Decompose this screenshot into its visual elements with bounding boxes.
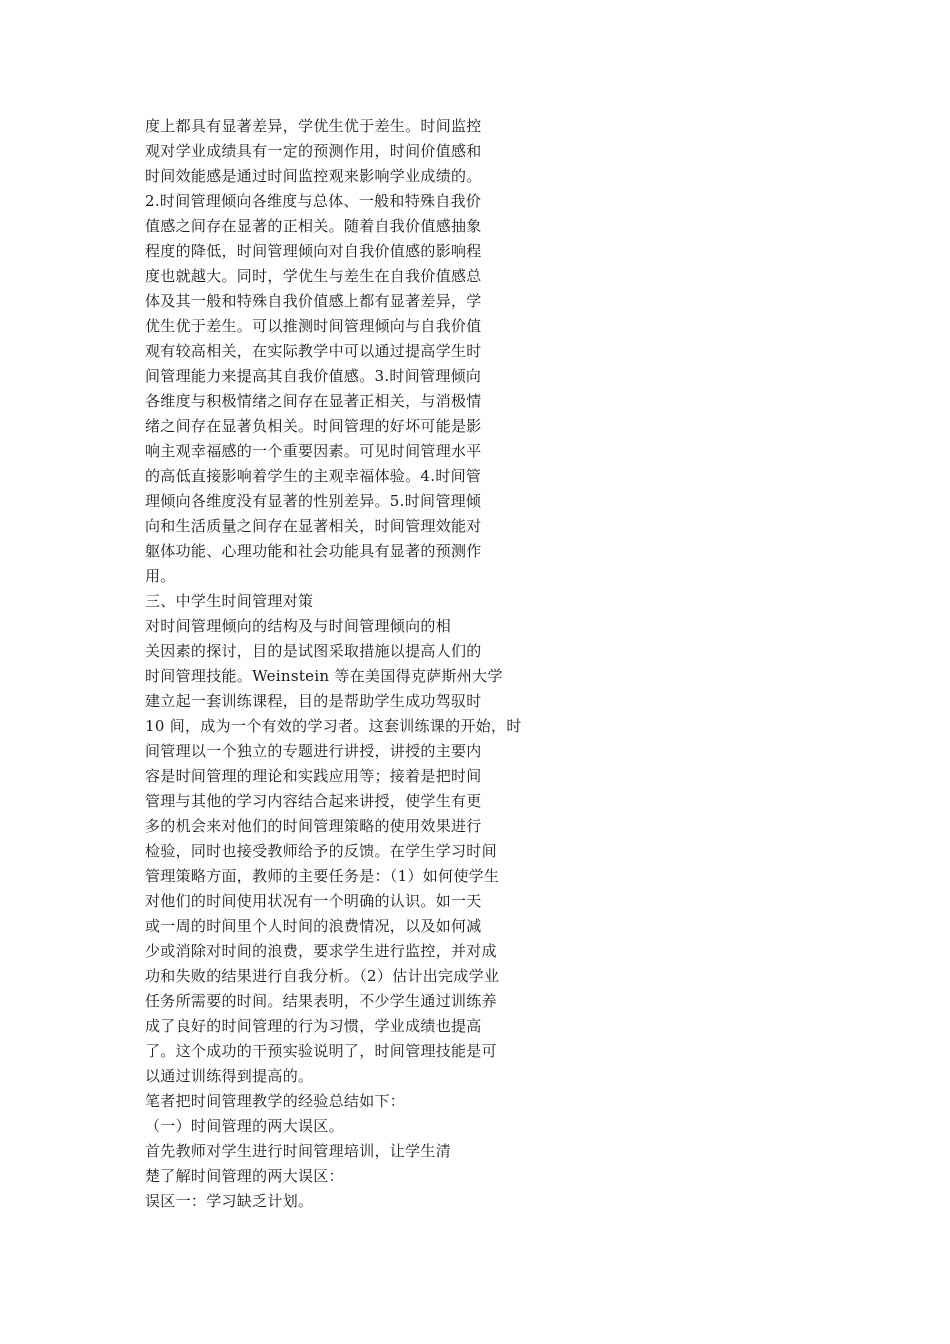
text-line: 首先教师对学生进行时间管理培训，让学生清: [145, 1142, 452, 1160]
text-line: 体及其一般和特殊自我价值感上都有显著差异，学: [145, 292, 482, 310]
text-line: 容是时间管理的理论和实践应用等；接着是把时间: [145, 767, 482, 785]
text-line: 时间效能感是通过时间监控观来影响学业成绩的。: [145, 167, 482, 185]
text-line: 任务所需要的时间。结果表明，不少学生通过训练养: [145, 992, 497, 1010]
text-line: 以通过训练得到提高的。: [145, 1067, 314, 1085]
text-line: 10 间，成为一个有效的学习者。这套训练课的开始，时: [145, 717, 522, 735]
text-line: 观有较高相关，在实际教学中可以通过提高学生时: [145, 342, 482, 360]
text-line: 检验，同时也接受教师给予的反馈。在学生学习时间: [145, 842, 497, 860]
text-line: 成了良好的时间管理的行为习惯，学业成绩也提高: [145, 1017, 482, 1035]
text-line: 观对学业成绩具有一定的预测作用，时间价值感和: [145, 142, 482, 160]
text-line: 对时间管理倾向的结构及与时间管理倾向的相: [145, 617, 452, 635]
subsection-heading: （一）时间管理的两大误区。: [145, 1117, 344, 1135]
text-line: 程度的降低，时间管理倾向对自我价值感的影响程: [145, 242, 482, 260]
text-line: 误区一：学习缺乏计划。: [145, 1192, 314, 1210]
text-line: 或一周的时间里个人时间的浪费情况，以及如何减: [145, 917, 482, 935]
text-line: 间管理以一个独立的专题进行讲授，讲授的主要内: [145, 742, 482, 760]
text-line: 向和生活质量之间存在显著相关，时间管理效能对: [145, 517, 482, 535]
text-line: 管理策略方面，教师的主要任务是：（1）如何使学生: [145, 867, 500, 885]
text-line: 度也就越大。同时，学优生与差生在自我价值感总: [145, 267, 482, 285]
text-line: 间管理能力来提高其自我价值感。3.时间管理倾向: [145, 367, 482, 385]
text-line: 的高低直接影响着学生的主观幸福体验。4.时间管: [145, 467, 482, 485]
section-heading: 三、中学生时间管理对策: [145, 592, 314, 610]
body-text: [145, 114, 565, 1214]
text-line: 优生优于差生。可以推测时间管理倾向与自我价值: [145, 317, 482, 335]
text-line: 响主观幸福感的一个重要因素。可见时间管理水平: [145, 442, 482, 460]
text-line: 建立起一套训练课程，目的是帮助学生成功驾驭时: [145, 692, 482, 710]
text-line: 2.时间管理倾向各维度与总体、一般和特殊自我价: [145, 192, 482, 210]
text-line: 楚了解时间管理的两大误区：: [145, 1167, 344, 1185]
text-line: 了。这个成功的干预实验说明了，时间管理技能是可: [145, 1042, 497, 1060]
text-line: 对他们的时间使用状况有一个明确的认识。如一天: [145, 892, 482, 910]
text-line: 时间管理技能。Weinstein 等在美国得克萨斯州大学: [145, 667, 503, 685]
text-line: 躯体功能、心理功能和社会功能具有显著的预测作: [145, 542, 482, 560]
text-line: 度上都具有显著差异，学优生优于差生。时间监控: [145, 117, 482, 135]
text-line: 值感之间存在显著的正相关。随着自我价值感抽象: [145, 217, 482, 235]
text-line: 绪之间存在显著负相关。时间管理的好坏可能是影: [145, 417, 482, 435]
text-line: 理倾向各维度没有显著的性别差异。5.时间管理倾: [145, 492, 482, 510]
text-line: 各维度与积极情绪之间存在显著正相关，与消极情: [145, 392, 482, 410]
text-line: 用。: [145, 567, 176, 585]
text-line: 功和失败的结果进行自我分析。（2）估计出完成学业: [145, 967, 500, 985]
text-line: 管理与其他的学习内容结合起来讲授，使学生有更: [145, 792, 482, 810]
text-line: 笔者把时间管理教学的经验总结如下：: [145, 1092, 406, 1110]
text-line: 少或消除对时间的浪费，要求学生进行监控，并对成: [145, 942, 497, 960]
text-line: 多的机会来对他们的时间管理策略的使用效果进行: [145, 817, 482, 835]
text-line: 关因素的探讨，目的是试图采取措施以提高人们的: [145, 642, 482, 660]
